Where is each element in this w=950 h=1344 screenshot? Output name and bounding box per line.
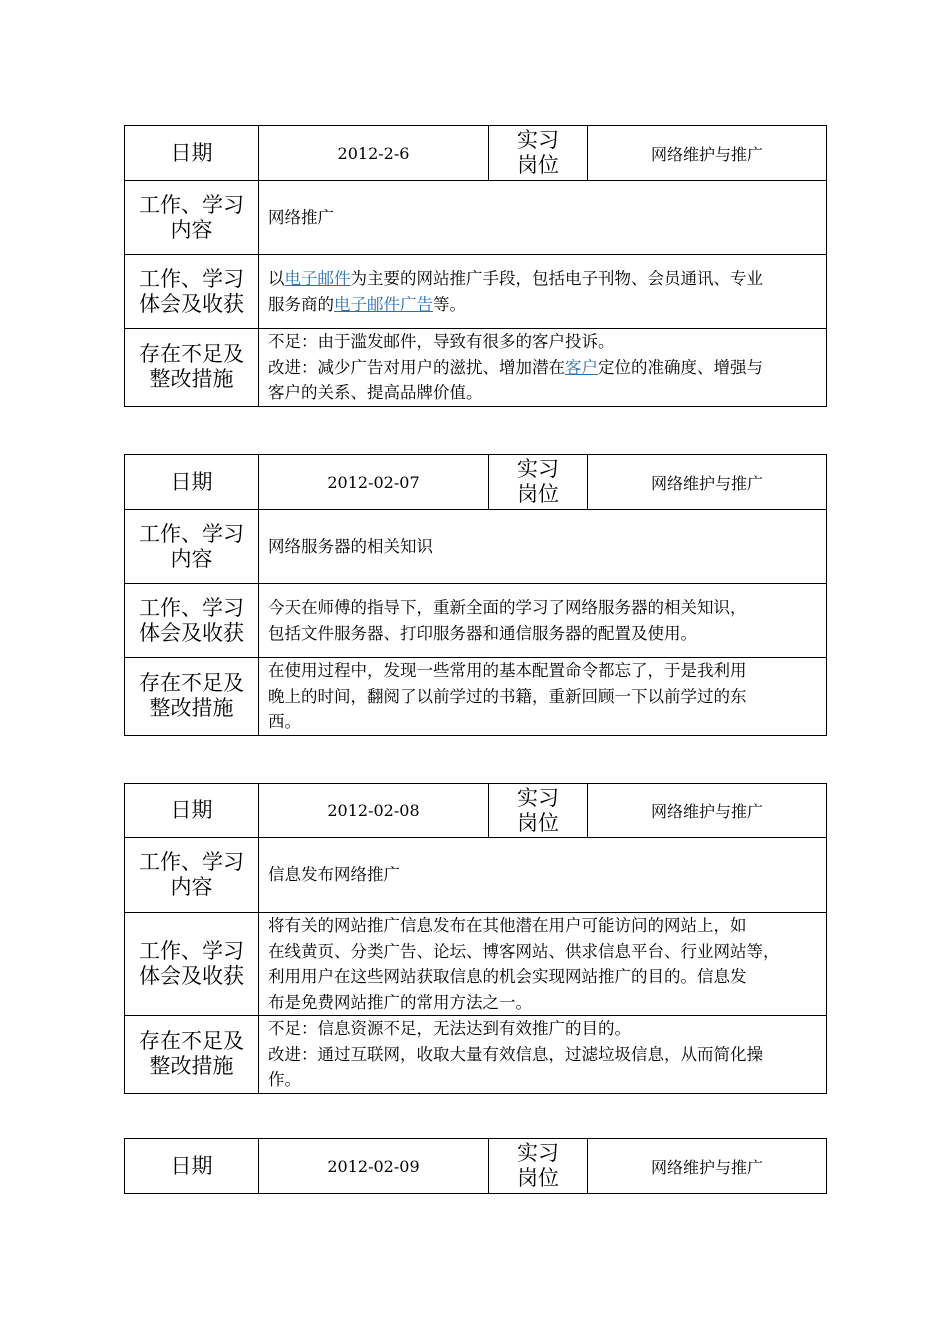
content-value: 信息发布网络推广 [259, 838, 827, 913]
position-label: 实习 岗位 [489, 1139, 588, 1194]
log-table-2 [124, 454, 827, 736]
log-table-4 [124, 1138, 827, 1194]
gain-text: 将有关的网站推广信息发布在其他潜在用户可能访问的网站上，如 在线黄页、分类广告、论坛、博客网站、供求信息平台、行业网站等， 利用用户在这些网站获取信息的机会实现网站推广的目的。信息发 布是免费网站推广的常用方法之一。 [259, 913, 827, 1016]
email-ad-link[interactable]: 电子邮件广告 [334, 294, 433, 314]
issue-text: 不足：由于滥发邮件，导致有很多的客户投诉。 改进：减少广告对用户的滋扰、增加潜在客户定位的准确度、增强与 客户的关系、提高品牌价值。 [259, 329, 827, 407]
position-value: 网络维护与推广 [588, 126, 827, 181]
position-value: 网络维护与推广 [588, 1139, 827, 1194]
date-value: 2012-02-07 [259, 455, 489, 510]
log-table-3 [124, 783, 827, 1094]
gain-text: 今天在师傅的指导下，重新全面的学习了网络服务器的相关知识， 包括文件服务器、打印服务器和通信服务器的配置及使用。 [259, 584, 827, 658]
date-value: 2012-02-09 [259, 1139, 489, 1194]
position-label: 实习 岗位 [489, 455, 588, 510]
gain-label: 工作、学习 体会及收获 [125, 584, 259, 658]
content-label: 工作、学习 内容 [125, 510, 259, 584]
position-label: 实习 岗位 [489, 126, 588, 181]
date-label: 日期 [125, 455, 259, 510]
date-label: 日期 [125, 1139, 259, 1194]
issue-text: 在使用过程中，发现一些常用的基本配置命令都忘了，于是我利用 晚上的时间，翻阅了以前学过的书籍，重新回顾一下以前学过的东 西。 [259, 658, 827, 736]
customer-link[interactable]: 客户 [565, 357, 598, 377]
gain-label: 工作、学习 体会及收获 [125, 255, 259, 329]
date-label: 日期 [125, 784, 259, 838]
gain-label: 工作、学习 体会及收获 [125, 913, 259, 1016]
issue-label: 存在不足及 整改措施 [125, 1016, 259, 1094]
content-label: 工作、学习 内容 [125, 181, 259, 255]
issue-text: 不足：信息资源不足，无法达到有效推广的目的。 改进：通过互联网，收取大量有效信息，过滤垃圾信息，从而简化操 作。 [259, 1016, 827, 1094]
position-value: 网络维护与推广 [588, 784, 827, 838]
position-value: 网络维护与推广 [588, 455, 827, 510]
date-value: 2012-2-6 [259, 126, 489, 181]
email-link[interactable]: 电子邮件 [284, 269, 351, 288]
issue-label: 存在不足及 整改措施 [125, 658, 259, 736]
content-label: 工作、学习 内容 [125, 838, 259, 913]
content-value: 网络推广 [259, 181, 827, 255]
issue-label: 存在不足及 整改措施 [125, 329, 259, 407]
position-label: 实习 岗位 [489, 784, 588, 838]
date-label: 日期 [125, 126, 259, 181]
log-table-1 [124, 125, 827, 407]
date-value: 2012-02-08 [259, 784, 489, 838]
content-value: 网络服务器的相关知识 [259, 510, 827, 584]
gain-text: 以电子邮件为主要的网站推广手段，包括电子刊物、会员通讯、专业 服务商的电子邮件广告等。 [259, 255, 827, 329]
